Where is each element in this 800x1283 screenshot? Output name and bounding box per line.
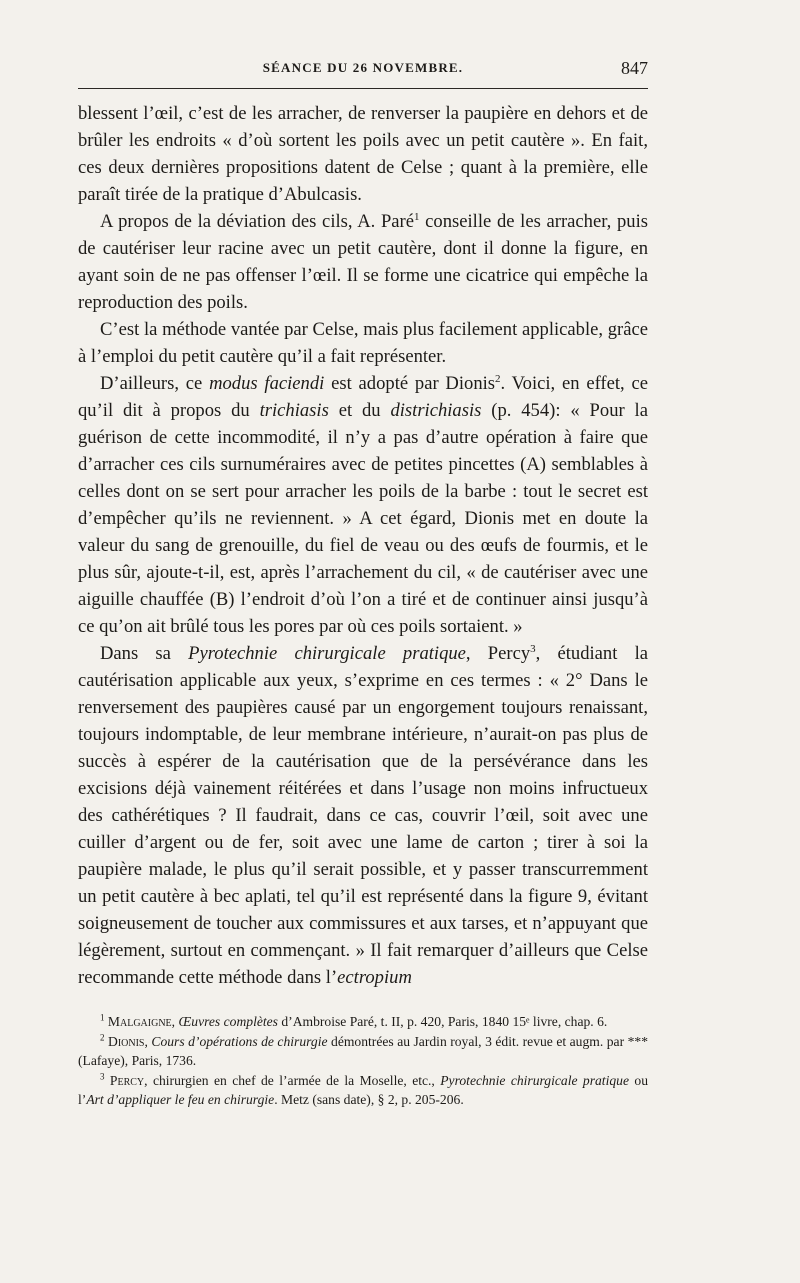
text-span: d’Ambroise Paré, t. II, p. 420, Paris, 1840 15ᵉ livre, chap. 6. xyxy=(277,1014,608,1029)
footnote-mark: 1 xyxy=(100,1012,105,1023)
italic-term: districhiasis xyxy=(390,400,482,421)
text-span: , xyxy=(171,1014,179,1029)
text-span: , chirurgien en chef de l’armée de la Moselle, etc., xyxy=(144,1072,441,1088)
footnote-mark: 3 xyxy=(100,1070,105,1081)
text-span: et du xyxy=(328,400,391,421)
text-span: conseille de les arracher, puis de cautériser leur racine avec un petit cautère, dont il donne la figure, en ayant soin de ne pas offenser l’œil. Il se forme une cicatrice qui empêche la reproduction des poils. xyxy=(78,211,648,313)
footnote-mark: 2 xyxy=(100,1031,105,1042)
text-span: , xyxy=(144,1033,152,1049)
footnote-ref-1: 1 xyxy=(414,210,420,223)
paragraph-5 xyxy=(78,640,648,991)
footnote-author: Percy xyxy=(109,1072,145,1088)
text-span: , étudiant la cautérisation applicable aux yeux, s’exprime en ces termes : « 2° Dans le renversement des paupières causé par un engorgement toujours renaissant, toujours indomptable, de leur membrane intérieure, n’aurait-on pas plus de succès à espérer de la cautérisation que de la persévérance dans les excisions déjà vainement réitérées et dans l’usage non moins infructueux des cathérétiques ? Il faudrait, dans ce cas, couvrir l’œil, soit avec une cuiller d’argent ou de fer, soit avec une lame de carton ; tirer à soi la paupière malade, le plus qu’il serait possible, et y passer transcurremment un petit cautère à bec aplati, tel qu’il est représenté dans la figure 9, évitant soigneusement de toucher aux commissures et aux tarses, et n’appuyant que légèrement, surtout en commençant. » Il fait remarquer d’ailleurs que Celse recommande cette méthode dans l’ xyxy=(78,643,649,988)
main-text xyxy=(78,100,648,991)
text-span: D’ailleurs, ce xyxy=(100,373,210,394)
italic-title: Pyrotechnie chirurgicale pratique xyxy=(188,643,466,664)
italic-term: ectropium xyxy=(337,967,412,988)
text-span: . Metz (sans date), § 2, p. 205-206. xyxy=(274,1092,464,1107)
footnote-1 xyxy=(78,1012,648,1032)
paragraph-2 xyxy=(78,208,648,316)
italic-term: modus faciendi xyxy=(209,373,325,394)
text-span: est adopté par Dionis xyxy=(324,373,496,394)
text-span: démontrées au Jardin royal, 3 édit. revue et augm. par *** (Lafaye), Paris, 1736. xyxy=(78,1033,648,1068)
footnote-title: Art d’appliquer le feu en chirurgie xyxy=(86,1092,275,1107)
footnote-author: Malgaigne xyxy=(107,1014,172,1029)
footnote-3 xyxy=(78,1071,648,1110)
footnote-author: Dionis xyxy=(108,1033,145,1049)
footnote-title: Cours d’opérations de chirurgie xyxy=(151,1033,328,1049)
header-rule xyxy=(78,88,648,89)
italic-term: trichiasis xyxy=(259,400,329,421)
text-span: (p. 454): « Pour la guérison de cette incommodité, il n’y a pas d’autre opération à faire que d’arracher ces cils surnuméraires avec de petites pincettes (A) semblables à celles dont on se sert pour arracher les poils de la barbe : tout le secret est d’empêcher qu’ils ne reviennent. » A cet égard, Dionis met en doute la valeur du sang de grenouille, du fiel de veau ou des œufs de fourmis, et le plus sûr, ajoute-t-il, est, après l’arrachement du cil, « de cautériser avec une aiguille chauffée (B) l’endroit d’où l’on a tiré et de continuer ainsi jusqu’à ce qu’on ait brûlé tous les pores par où ces poils sortaient. » xyxy=(78,400,648,637)
footnote-2 xyxy=(78,1032,648,1071)
footnotes xyxy=(78,1012,648,1110)
footnote-ref-2: 2 xyxy=(495,372,501,385)
footnote-ref-3: 3 xyxy=(530,642,536,655)
text-span: . Voici, en effet, ce qu’il dit à propos du xyxy=(78,373,648,421)
paragraph-3: C’est la méthode vantée par Celse, mais plus facilement applicable, grâce à l’emploi du petit cautère qu’il a fait représenter. xyxy=(78,319,648,367)
text-span: A propos de la déviation des cils, A. Paré xyxy=(100,211,414,232)
text-span: ou l’ xyxy=(78,1072,648,1107)
page-header xyxy=(78,60,648,84)
page-number: 847 xyxy=(621,58,648,78)
footnote-title: Pyrotechnie chirurgicale pratique xyxy=(440,1072,629,1088)
paragraph-4 xyxy=(78,370,648,640)
text-span: Dans sa xyxy=(100,643,189,664)
running-title: SÉANCE DU 26 NOVEMBRE. xyxy=(262,60,464,75)
footnote-title: Œuvres complètes xyxy=(178,1014,278,1029)
paragraph-1: blessent l’œil, c’est de les arracher, de renverser la paupière en dehors et de brûler les endroits « d’où sortent les poils avec un petit cautère ». En fait, ces deux dernières propositions datent de Celse ; quant à la première, elle paraît tirée de la pratique d’Abulcasis. xyxy=(78,103,648,205)
text-span: , Percy xyxy=(465,643,531,664)
